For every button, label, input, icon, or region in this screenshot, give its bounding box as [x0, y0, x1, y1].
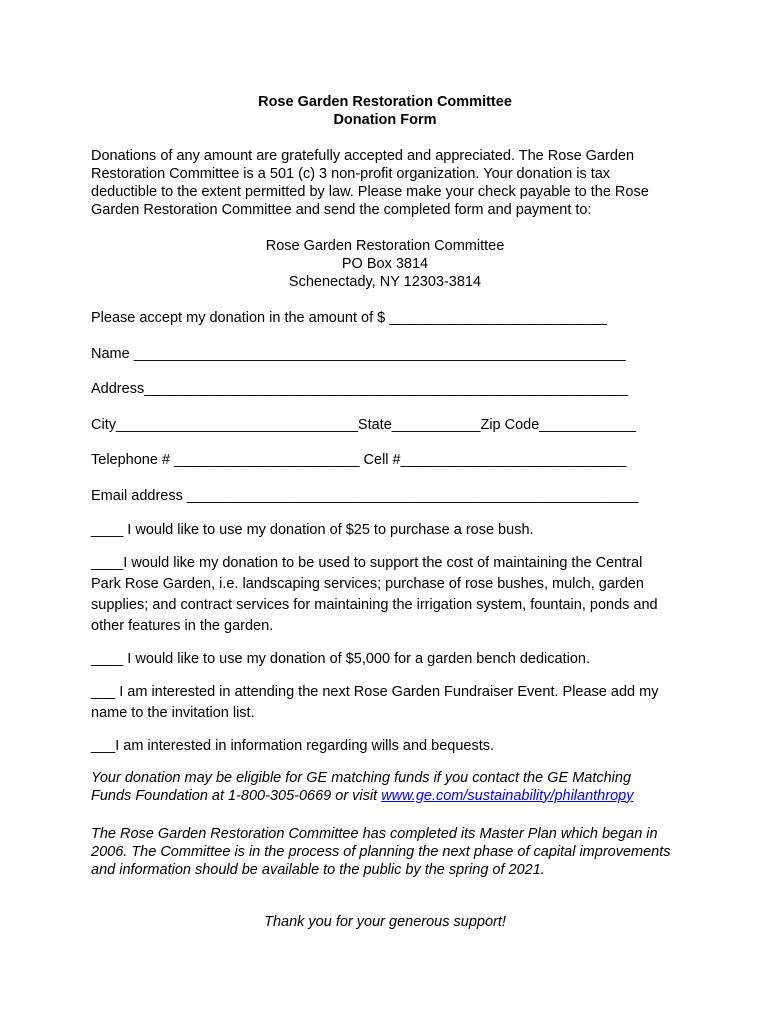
- ge-matching-text: Your donation may be eligible for GE matching funds if you contact the GE Matching Funds Foundation at 1-800-305-0669 or visit: [91, 769, 632, 804]
- ge-philanthropy-link[interactable]: www.ge.com/sustainability/philanthropy: [381, 787, 634, 804]
- master-plan-note: The Rose Garden Restoration Committee has completed its Master Plan which began in 2006. The Committee is in the process of planning the next phase of capital improvements and information should be available to the public by the spring of 2021.: [91, 825, 671, 878]
- thank-you-note: Thank you for your generous support!: [264, 913, 506, 930]
- option-bench-dedication[interactable]: ____ I would like to use my donation of $5,000 for a garden bench dedication.: [91, 650, 590, 667]
- email-field[interactable]: Email address ________________________________________________________: [91, 487, 639, 504]
- intro-paragraph: Donations of any amount are gratefully accepted and appreciated. The Rose Garden Restoration Committee is a 501 (c) 3 non-profit organization. Your donation is tax deductible to the extent permitted by law. Please make your check payable to the Rose Garden Restoration Committee and send the completed form and payment to:: [91, 148, 649, 218]
- mailing-address: [91, 237, 675, 291]
- form-title: Donation Form: [333, 112, 437, 128]
- address-field[interactable]: Address____________________________________________________________: [91, 381, 629, 397]
- mailing-address-line2: PO Box 3814: [341, 256, 429, 272]
- donation-form-page: [91, 93, 675, 931]
- mailing-address-line3: Schenectady, NY 12303-3814: [288, 274, 482, 290]
- donation-amount-field[interactable]: Please accept my donation in the amount of $ ___________________________: [91, 310, 607, 326]
- name-field[interactable]: Name _____________________________________________________________: [91, 345, 626, 362]
- telephone-cell-field[interactable]: Telephone # _______________________ Cell #____________________________: [91, 452, 627, 468]
- option-rose-bush[interactable]: ____ I would like to use my donation of $25 to purchase a rose bush.: [91, 521, 534, 538]
- mailing-address-line1: Rose Garden Restoration Committee: [265, 238, 505, 254]
- ge-matching-note: [91, 769, 675, 805]
- city-state-zip-field[interactable]: City______________________________State___________Zip Code____________: [91, 416, 637, 433]
- option-fundraiser-event[interactable]: ___ I am interested in attending the next Rose Garden Fundraiser Event. Please add my name to the invitation list.: [91, 683, 659, 721]
- option-maintenance[interactable]: ____I would like my donation to be used to support the cost of maintaining the Central Park Rose Garden, i.e. landscaping services; purchase of rose bushes, mulch, garden supplies; and contract services for maintaining the irrigation system, fountain, ponds and other features in the garden.: [91, 554, 658, 634]
- org-name-heading: Rose Garden Restoration Committee: [258, 94, 512, 110]
- option-wills-bequests[interactable]: ___I am interested in information regarding wills and bequests.: [91, 737, 495, 754]
